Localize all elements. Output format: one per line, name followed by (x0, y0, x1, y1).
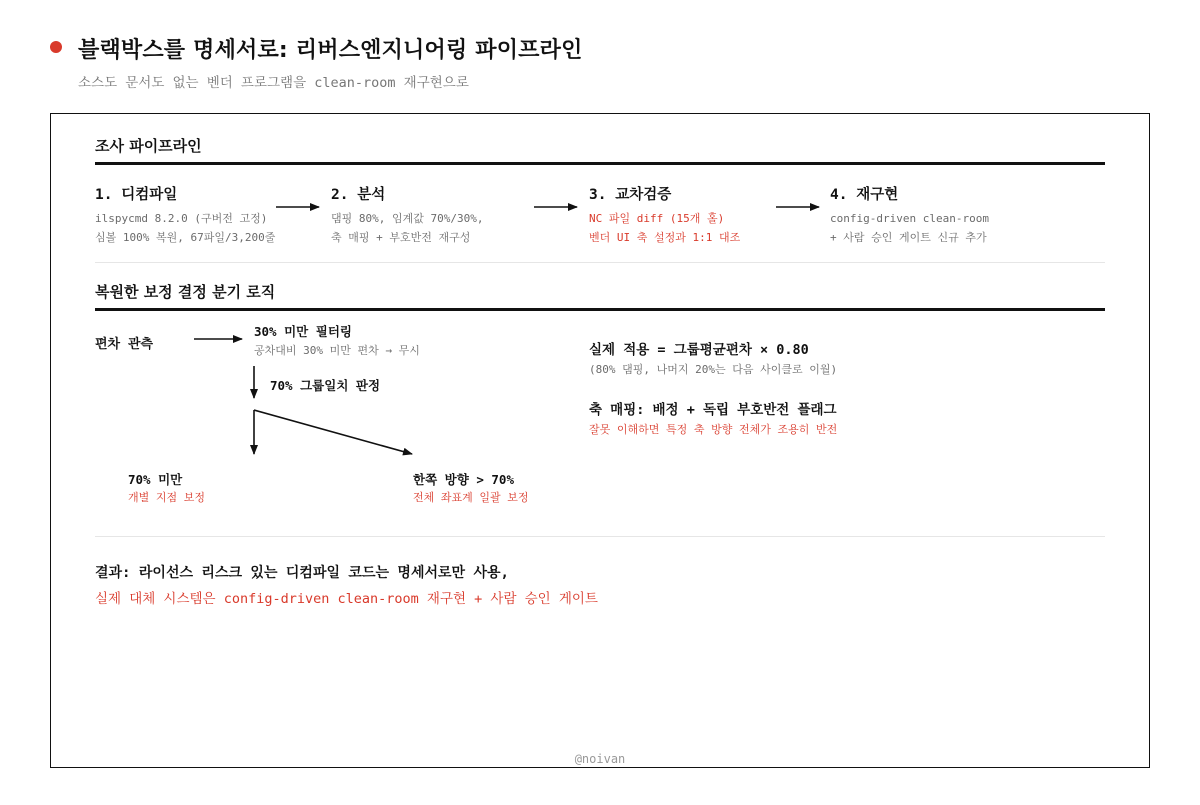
axis-mapping-note: 잘못 이해하면 특정 축 방향 전체가 조용히 반전 (589, 423, 838, 436)
formula-note: (80% 댐핑, 나머지 20%는 다음 사이클로 이월) (589, 363, 838, 376)
node-filter-title: 30% 미만 필터링 (254, 324, 353, 339)
step-detail: config-driven clean-room (830, 212, 989, 225)
node-filter-desc: 공차대비 30% 미만 편차 → 무시 (254, 344, 420, 357)
author-credit: @noivan (574, 752, 626, 766)
step-title: 3. 교차검증 (589, 187, 672, 203)
step-detail: ilspycmd 8.2.0 (구버전 고정) (95, 212, 268, 225)
logic-section-title: 복원한 보정 결정 분기 로직 (95, 283, 276, 301)
axis-mapping-title: 축 매핑: 배정 + 독립 부호반전 플래그 (589, 402, 837, 418)
node-left-title: 70% 미만 (128, 472, 183, 487)
arrow-judge-to-right (254, 410, 412, 454)
step-detail: + 사람 승인 게이트 신규 추가 (830, 231, 987, 244)
result-line-2: 실제 대체 시스템은 config-driven clean-room 재구현 + 사람 승인 게이트 (95, 591, 598, 607)
node-right-title: 한쪽 방향 > 70% (413, 472, 514, 487)
page-title: 블랙박스를 명세서로: 리버스엔지니어링 파이프라인 (78, 38, 583, 63)
step-title: 2. 분석 (331, 187, 386, 203)
page-subtitle: 소스도 문서도 없는 벤더 프로그램을 clean-room 재구현으로 (78, 75, 469, 91)
result-line-1: 결과: 라이선스 리스크 있는 디컴파일 코드는 명세서로만 사용, (95, 565, 509, 581)
node-judge: 70% 그룹일치 판정 (270, 378, 381, 393)
step-title: 1. 디컴파일 (95, 187, 178, 203)
step-detail: NC 파일 diff (15개 홀) (589, 212, 725, 225)
node-left-desc: 개별 지점 보정 (128, 491, 206, 504)
pipeline-section-title: 조사 파이프라인 (95, 137, 202, 155)
node-observe: 편차 관측 (95, 337, 154, 352)
step-detail: 심볼 100% 복원, 67파일/3,200줄 (95, 231, 276, 244)
formula-text: 실제 적용 = 그룹평균편차 × 0.80 (589, 342, 809, 358)
step-title: 4. 재구현 (830, 187, 899, 203)
step-detail: 댐핑 80%, 임계값 70%/30%, (331, 212, 484, 225)
step-detail: 벤더 UI 축 설정과 1:1 대조 (589, 231, 741, 244)
step-detail: 축 매핑 + 부호반전 재구성 (331, 231, 471, 244)
node-right-desc: 전체 좌표계 일괄 보정 (413, 491, 529, 504)
